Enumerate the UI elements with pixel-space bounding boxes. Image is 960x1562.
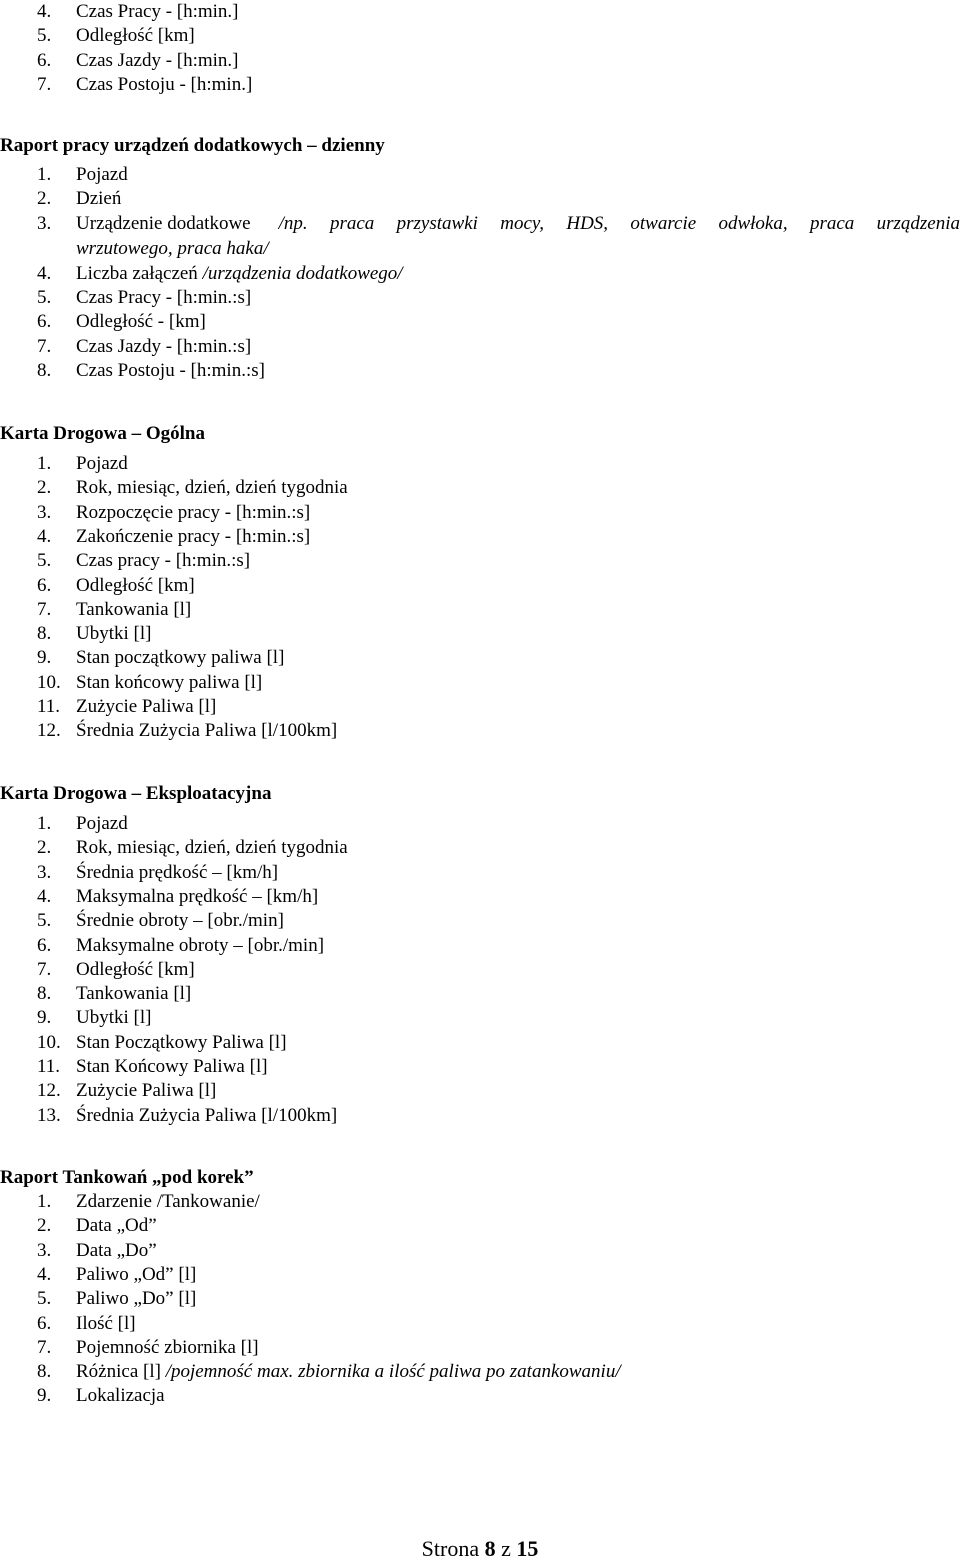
footer-middle: z (501, 1536, 511, 1561)
section-heading-karta-eksploatacyjna: Karta Drogowa – Eksploatacyjna (0, 783, 272, 804)
footer-total-pages: 15 (516, 1536, 539, 1561)
section-heading-raport-urzadzen: Raport pracy urządzeń dodatkowych – dzienny (0, 135, 385, 156)
section-heading-raport-tankowan: Raport Tankowań „pod korek” (0, 1167, 254, 1188)
footer-page-number: 8 (484, 1536, 496, 1561)
footer-prefix: Strona (421, 1536, 480, 1561)
section-heading-karta-ogolna: Karta Drogowa – Ogólna (0, 423, 205, 444)
item-note: /np. praca przystawki mocy, HDS, otwarcie odwłoka, praca urządzenia (278, 212, 960, 234)
page-footer (0, 1536, 960, 1562)
item-note-continued: wrzutowego, praca haka/ (76, 238, 269, 259)
item-text: Urządzenie dodatkowe (76, 212, 251, 234)
